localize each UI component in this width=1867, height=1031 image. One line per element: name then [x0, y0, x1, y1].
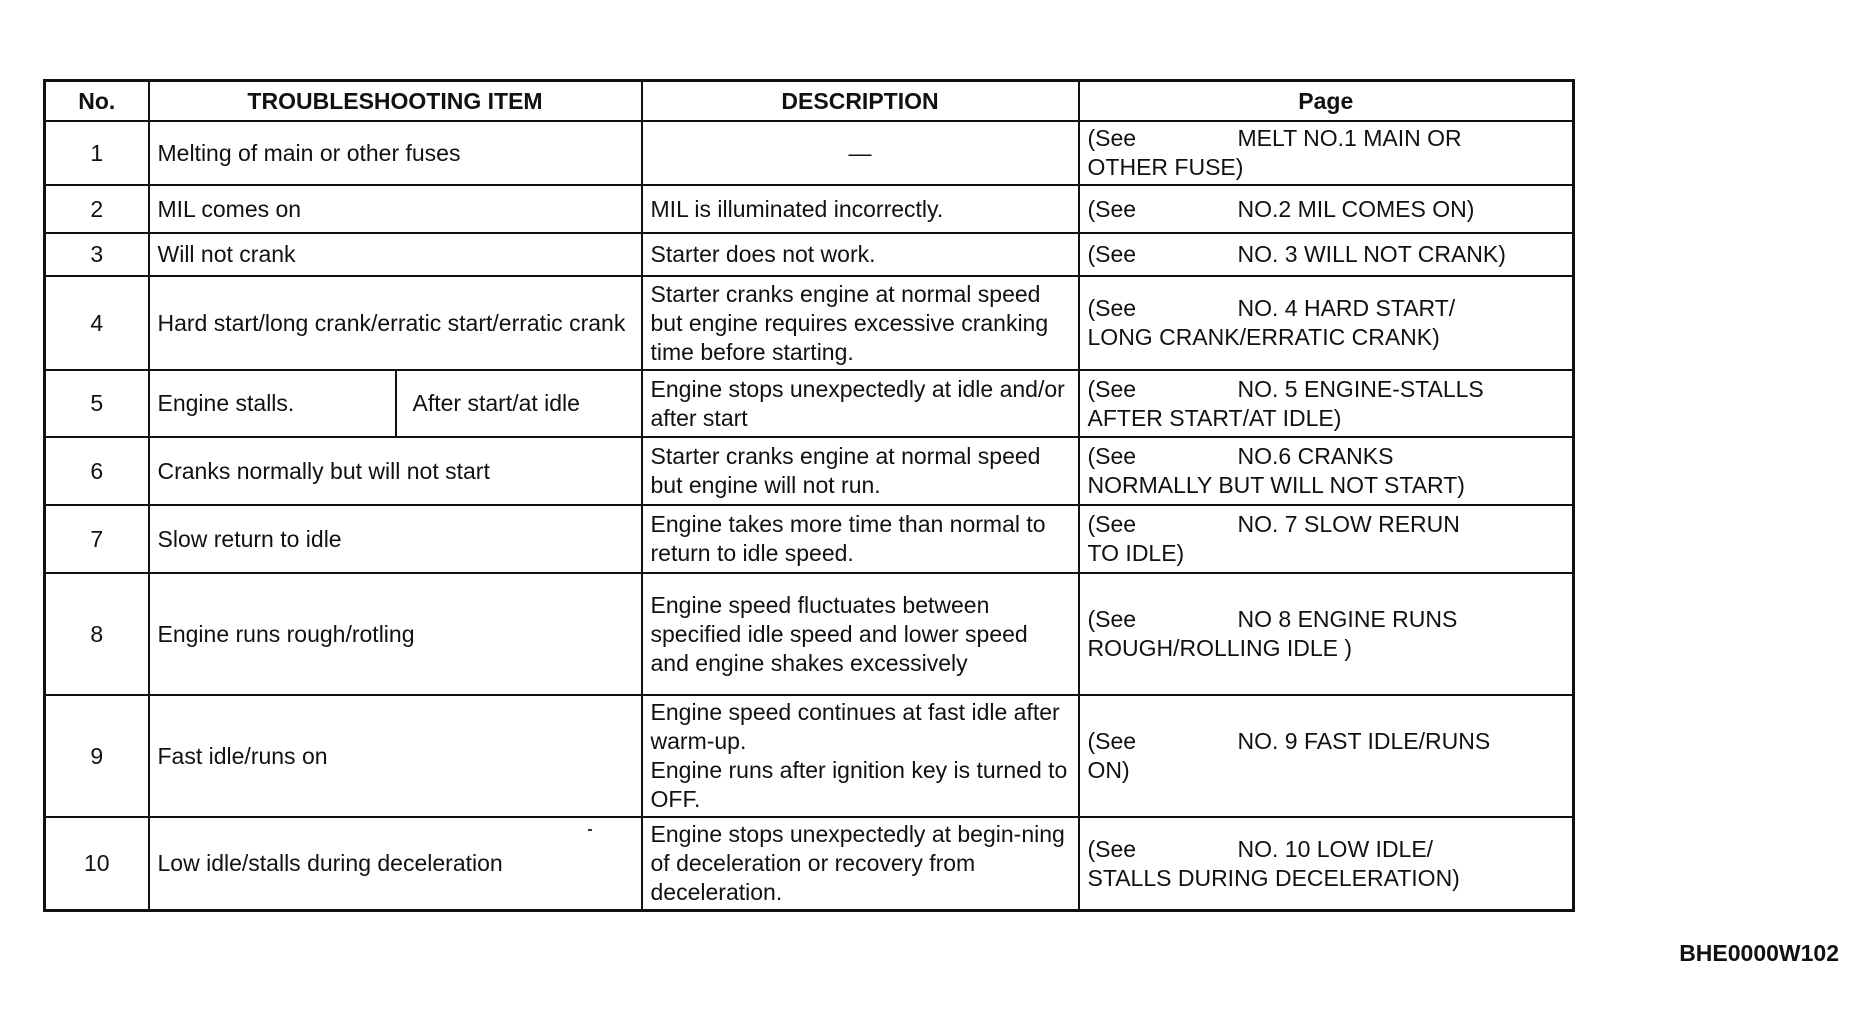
- description-line-1: Engine speed continues at fast idle after warm-up.: [650, 699, 1060, 754]
- page-ref-line-2: NORMALLY BUT WILL NOT START): [1087, 472, 1465, 498]
- row-number: 2: [45, 185, 149, 233]
- header-description: DESCRIPTION: [642, 81, 1079, 122]
- table-row: [45, 505, 1574, 573]
- troubleshooting-item: Cranks normally but will not start: [149, 437, 642, 505]
- page-see: (See: [1087, 511, 1137, 537]
- page-see: (See: [1087, 443, 1137, 469]
- row-number: 7: [45, 505, 149, 573]
- page-ref-line-1: NO.6 CRANKS: [1237, 443, 1394, 469]
- page-reference: [1079, 505, 1574, 573]
- page-see: (See: [1087, 375, 1137, 402]
- description-line-2: Engine runs after ignition key is turned to OFF.: [650, 757, 1068, 812]
- page-ref-line-2: TO IDLE): [1087, 540, 1185, 566]
- troubleshooting-item: Slow return to idle: [149, 505, 642, 573]
- page-ref-line-2: LONG CRANK/ERRATIC CRANK): [1087, 324, 1440, 350]
- page-ref-line-2: OTHER FUSE): [1087, 154, 1244, 180]
- page-see: (See: [1087, 125, 1137, 151]
- page-ref-line-1: MELT NO.1 MAIN OR: [1237, 125, 1462, 151]
- description: MIL is illuminated incorrectly.: [642, 185, 1079, 233]
- page-reference: [1079, 437, 1574, 505]
- table-row: [45, 185, 1574, 233]
- page-see: (See: [1087, 728, 1137, 754]
- table-row: [45, 276, 1574, 370]
- troubleshooting-item: Engine stalls.: [149, 370, 396, 437]
- description: Starter does not work.: [642, 233, 1079, 276]
- description: Starter cranks engine at normal speed but engine requires excessive cranking time before starting.: [642, 276, 1079, 370]
- page-ref-line-1: NO. 7 SLOW RERUN: [1237, 511, 1460, 537]
- description: Engine stops unexpectedly at begin-ning of deceleration or recovery from deceleration.: [642, 817, 1079, 911]
- page-ref-line-1: NO 8 ENGINE RUNS: [1237, 606, 1458, 632]
- table-row: [45, 370, 1574, 437]
- troubleshooting-item: Hard start/long crank/erratic start/erratic crank: [149, 276, 642, 370]
- row-number: 8: [45, 573, 149, 695]
- page-ref-line-1: NO. 5 ENGINE-STALLS: [1237, 375, 1484, 402]
- table-row: [45, 695, 1574, 817]
- page-ref-line-2: ON): [1087, 757, 1130, 783]
- row-number: 6: [45, 437, 149, 505]
- description: Engine speed fluctuates between specified idle speed and lower speed and engine shakes excessively: [642, 573, 1079, 695]
- troubleshooting-table: [43, 79, 1575, 912]
- page-see: (See: [1087, 835, 1137, 862]
- description: Starter cranks engine at normal speed but engine will not run.: [642, 437, 1079, 505]
- table-row: [45, 437, 1574, 505]
- row-number: 4: [45, 276, 149, 370]
- page-reference: [1079, 276, 1574, 370]
- page-see: (See: [1087, 295, 1137, 321]
- troubleshooting-item: Fast idle/runs on: [149, 695, 642, 817]
- page-reference: [1079, 370, 1574, 437]
- description: [642, 695, 1079, 817]
- table-row: [45, 121, 1574, 185]
- table-row: [45, 817, 1574, 911]
- page-ref-line-1: NO. 10 LOW IDLE/: [1237, 835, 1434, 862]
- troubleshooting-item: MIL comes on: [149, 185, 642, 233]
- row-number: 3: [45, 233, 149, 276]
- page-ref-line-1: NO. 9 FAST IDLE/RUNS: [1237, 728, 1491, 754]
- page-reference: [1079, 185, 1574, 233]
- row-number: 1: [45, 121, 149, 185]
- page-ref-line-2: STALLS DURING DECELERATION): [1087, 864, 1460, 891]
- page-reference: [1079, 573, 1574, 695]
- troubleshooting-item: Melting of main or other fuses: [149, 121, 642, 185]
- description: Engine takes more time than normal to return to idle speed.: [642, 505, 1079, 573]
- troubleshooting-item: Low idle/stalls during deceleration: [149, 817, 642, 911]
- page-reference: [1079, 695, 1574, 817]
- troubleshooting-item: Will not crank: [149, 233, 642, 276]
- header-troubleshooting-item: TROUBLESHOOTING ITEM: [149, 81, 642, 122]
- page-ref-line-2: ROUGH/ROLLING IDLE ): [1087, 635, 1353, 661]
- description: Engine stops unexpectedly at idle and/or after start: [642, 370, 1079, 437]
- troubleshooting-item: Engine runs rough/rotling: [149, 573, 642, 695]
- page-see: (See: [1087, 606, 1137, 632]
- table-row: [45, 233, 1574, 276]
- troubleshooting-sub-item: After start/at idle: [396, 370, 642, 437]
- page-ref-line-1: NO.2 MIL COMES ON): [1237, 195, 1475, 222]
- page-reference: [1079, 121, 1574, 185]
- table-header-row: [45, 81, 1574, 122]
- page-see: (See: [1087, 195, 1137, 222]
- page-ref-line-1: NO. 4 HARD START/: [1237, 295, 1456, 321]
- figure-code: BHE0000W102: [1679, 940, 1839, 966]
- page-see: (See: [1087, 241, 1137, 267]
- row-number: 5: [45, 370, 149, 437]
- table-row: [45, 573, 1574, 695]
- scan-speck: [588, 829, 592, 831]
- page-ref-line-2: AFTER START/AT IDLE): [1087, 404, 1342, 431]
- row-number: 9: [45, 695, 149, 817]
- header-page: Page: [1079, 81, 1574, 122]
- description: —: [642, 121, 1079, 185]
- page-reference: [1079, 233, 1574, 276]
- page-reference: [1079, 817, 1574, 911]
- page-ref-line-1: NO. 3 WILL NOT CRANK): [1237, 241, 1506, 267]
- header-no: No.: [45, 81, 149, 122]
- row-number: 10: [45, 817, 149, 911]
